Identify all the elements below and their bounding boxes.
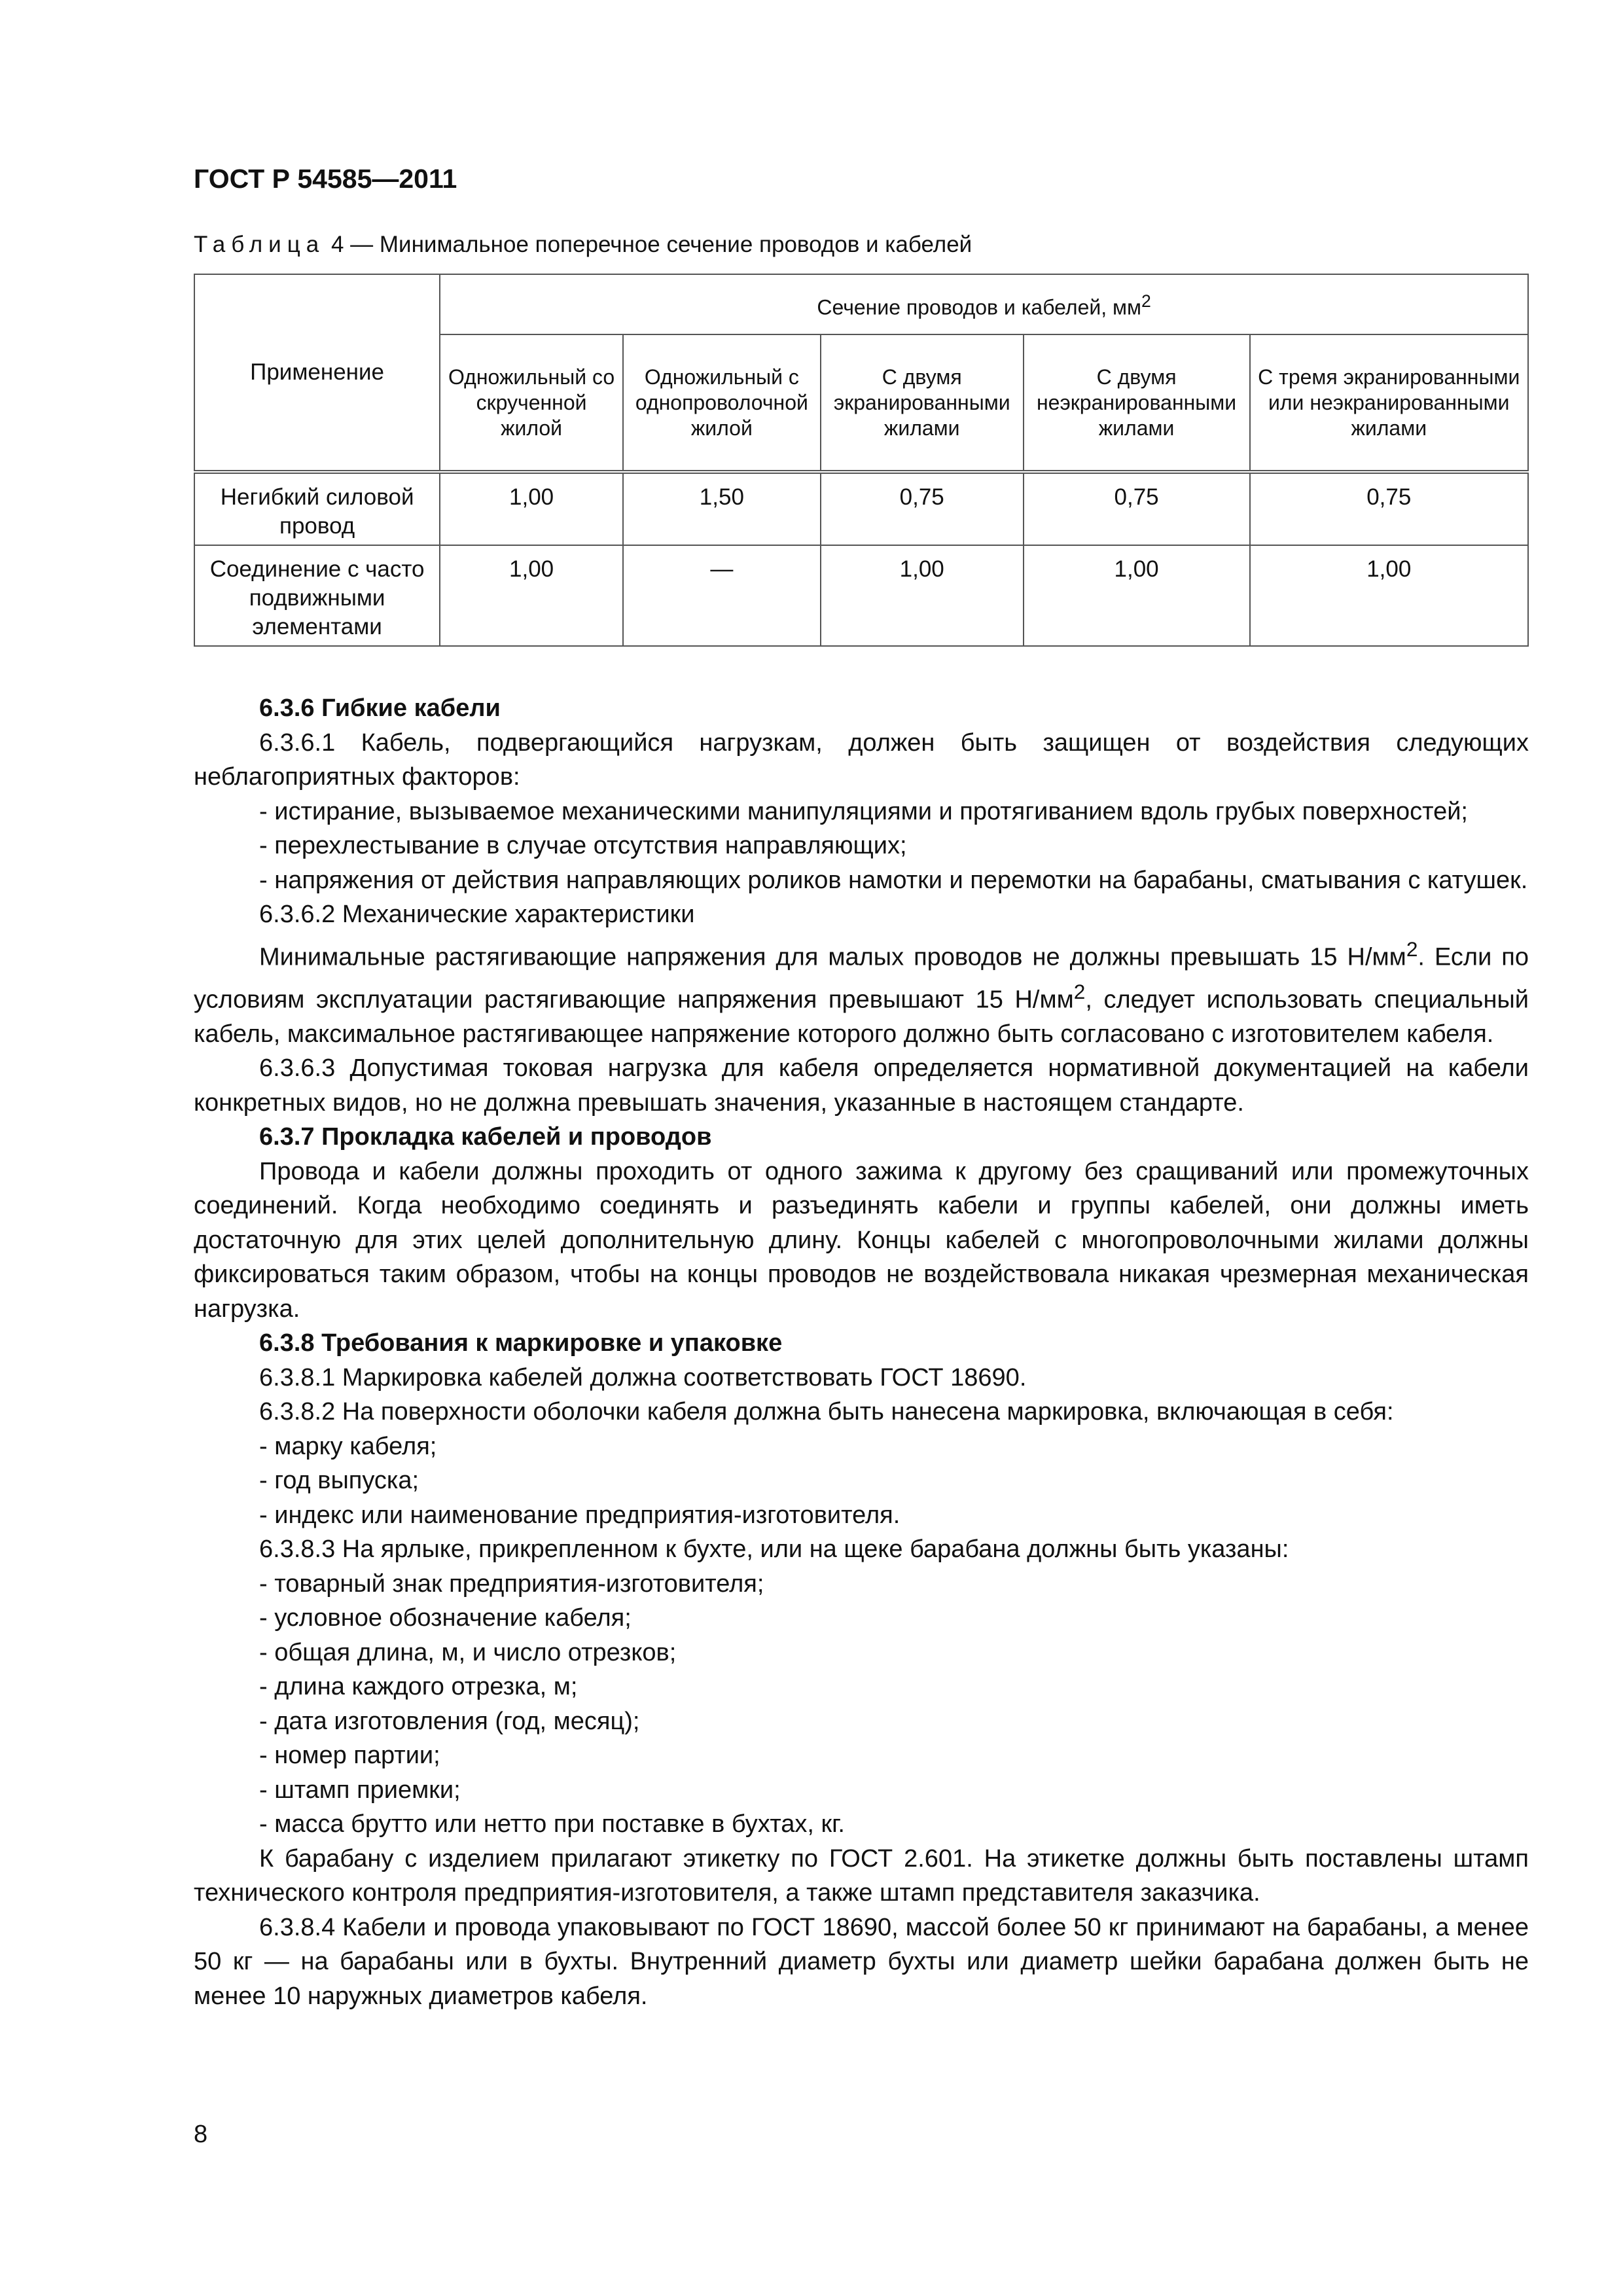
table-column-header: Одножильный с однопроволочной жилой <box>623 334 821 472</box>
table-column-header: С двумя экранированными жилами <box>821 334 1024 472</box>
table-caption-word: Таблица <box>194 232 325 257</box>
section-title: Требования к маркировке и упаковке <box>321 1329 783 1357</box>
list-item: - напряжения от действия направляющих роликов намотки и перемотки на барабаны, сматывания с катушек. <box>259 866 1528 894</box>
list-item: - штамп приемки; <box>259 1776 461 1804</box>
page-number: 8 <box>194 2121 208 2148</box>
table-header-application: Применение <box>194 274 440 472</box>
section-heading-638 <box>194 1326 1529 1361</box>
table-header-section-sup: 2 <box>1141 291 1151 311</box>
list-item: - дата изготовления (год, месяц); <box>259 1707 640 1735</box>
list-item: - перехлестывание в случае отсутствия направляющих; <box>259 832 907 859</box>
list-item: - номер партии; <box>259 1742 440 1770</box>
list-item: - общая длина, м, и число отрезков; <box>259 1638 677 1666</box>
table-cell: 1,50 <box>623 472 821 545</box>
document-body <box>194 691 1529 2013</box>
table-column-header: Одножильный со скрученной жилой <box>440 334 623 472</box>
list-item: - масса брутто или нетто при поставке в бухтах, кг. <box>259 1810 845 1839</box>
paragraph-6362: 6.3.6.2 Механические характеристики <box>259 901 695 928</box>
superscript: 2 <box>1406 937 1418 961</box>
table-cell: 0,75 <box>1024 472 1250 545</box>
document-title: ГОСТ Р 54585—2011 <box>194 164 457 194</box>
table-cell: — <box>623 545 821 646</box>
list-item: - истирание, вызываемое механическими манипуляциями и протягиванием вдоль грубых поверхностей; <box>259 797 1468 825</box>
list-item: - марку кабеля; <box>259 1432 437 1460</box>
table-cell: 1,00 <box>1024 545 1250 646</box>
section-heading-637 <box>194 1120 1529 1155</box>
text-run: , следует использовать специальный кабель, максимальное растягивающее напряжение которого должно быть согласовано с изготовителем кабеля. <box>194 986 1529 1048</box>
list-item: - год выпуска; <box>259 1467 419 1495</box>
table-caption-text: 4 — Минимальное поперечное сечение проводов и кабелей <box>330 232 972 257</box>
paragraph-label: К барабану с изделием прилагают этикетку по ГОСТ 2.601. На этикетке должны быть поставлены штамп технического контроля предприятия-изготовителя, а также штамп представителя заказчика. <box>194 1844 1529 1907</box>
table-cell: 1,00 <box>1250 545 1528 646</box>
list-item: - длина каждого отрезка, м; <box>259 1673 578 1701</box>
paragraph-6384: 6.3.8.4 Кабели и провода упаковывают по ГОСТ 18690, массой более 50 кг принимают на барабаны, а менее 50 кг — на барабаны или в бухты. Внутренний диаметр бухты или диаметр шейки барабана должен быть не менее 10 наружных диаметров кабеля. <box>194 1913 1529 2010</box>
paragraph-6381: 6.3.8.1 Маркировка кабелей должна соответствовать ГОСТ 18690. <box>259 1363 1027 1391</box>
paragraph-637: Провода и кабели должны проходить от одного зажима к другому без сращиваний или промежуточных соединений. Когда необходимо соединять и разъединять кабели и группы кабелей, они должны иметь достаточную для этих целей дополнительную длину. Концы кабелей с многопроволочными жилами должны фиксироваться таким образом, чтобы на концы проводов не воздействовала никакая чрезмерная механическая нагрузка. <box>194 1157 1529 1323</box>
section-number: 6.3.8 <box>259 1329 315 1357</box>
section-title: Гибкие кабели <box>321 694 501 722</box>
table-row <box>194 472 1528 545</box>
text-run: Минимальные растягивающие напряжения для малых проводов не должны превышать 15 Н/мм <box>259 943 1406 971</box>
paragraph-6362-text <box>194 932 1529 1052</box>
table-row <box>194 545 1528 646</box>
table-cell-application: Негибкий силовой провод <box>194 472 440 545</box>
table-cell: 0,75 <box>1250 472 1528 545</box>
table-cell: 0,75 <box>821 472 1024 545</box>
paragraph-6383: 6.3.8.3 На ярлыке, прикрепленном к бухте, или на щеке барабана должны быть указаны: <box>259 1535 1289 1564</box>
table-cell: 1,00 <box>440 472 623 545</box>
paragraph-6361: 6.3.6.1 Кабель, подвергающийся нагрузкам, должен быть защищен от воздействия следующих неблагоприятных факторов: <box>194 728 1529 791</box>
table-column-header: С тремя экранированными или неэкранированными жилами <box>1250 334 1528 472</box>
section-number: 6.3.7 <box>259 1123 315 1151</box>
list-item: - индекс или наименование предприятия-изготовителя. <box>259 1501 901 1529</box>
cross-section-table <box>194 274 1529 647</box>
text-run: . Если по условиям эксплуатации растягивающие напряжения превышают 15 Н/мм <box>194 943 1529 1014</box>
section-number: 6.3.6 <box>259 694 315 722</box>
section-heading-636 <box>194 691 1529 726</box>
paragraph-6363: 6.3.6.3 Допустимая токовая нагрузка для кабеля определяется нормативной документацией на кабели конкретных видов, но не должна превышать значения, указанные в настоящем стандарте. <box>194 1054 1529 1117</box>
paragraph-6382: 6.3.8.2 На поверхности оболочки кабеля должна быть нанесена маркировка, включающая в себя: <box>259 1398 1394 1426</box>
table-cell: 1,00 <box>440 545 623 646</box>
table-column-header: С двумя неэкранированными жилами <box>1024 334 1250 472</box>
table-header-section <box>440 274 1528 334</box>
table-cell: 1,00 <box>821 545 1024 646</box>
superscript: 2 <box>1073 979 1086 1003</box>
list-item: - условное обозначение кабеля; <box>259 1604 632 1632</box>
section-title: Прокладка кабелей и проводов <box>321 1123 712 1151</box>
list-item: - товарный знак предприятия-изготовителя; <box>259 1570 764 1598</box>
table-cell-application: Соединение с часто подвижными элементами <box>194 545 440 646</box>
table-header-section-text: Сечение проводов и кабелей, мм <box>817 295 1142 319</box>
table-caption <box>194 230 972 259</box>
